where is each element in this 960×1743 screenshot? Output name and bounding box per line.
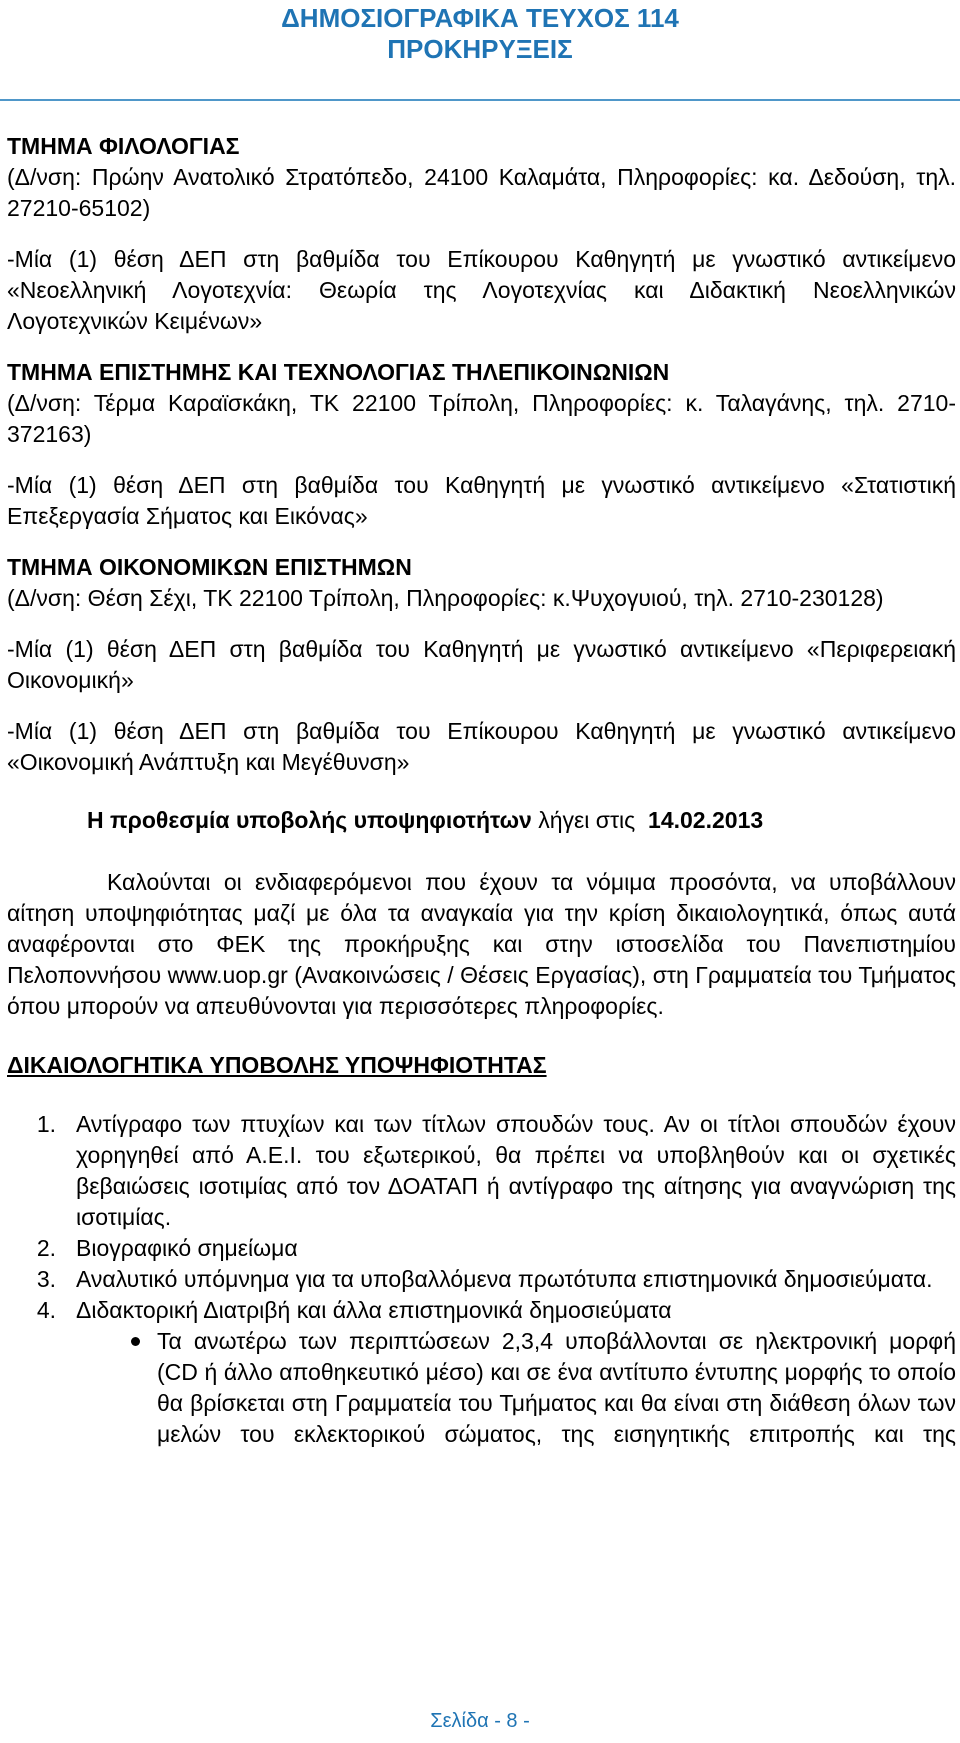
requirements-bullet-list	[7, 1326, 956, 1450]
list-item	[7, 1295, 956, 1326]
deadline-notice	[7, 805, 956, 836]
list-item-number: 4.	[36, 1297, 56, 1323]
list-item-text: Βιογραφικό σημείωμα	[76, 1235, 298, 1261]
list-item	[7, 1109, 956, 1233]
document-body	[7, 131, 956, 1450]
department-title: ΤΜΗΜΑ ΕΠΙΣΤΗΜΗΣ ΚΑΙ ΤΕΧΝΟΛΟΓΙΑΣ ΤΗΛΕΠΙΚΟΙΝΩΝΙΩΝ	[7, 359, 670, 385]
section-title: ΠΡΟΚΗΡΥΞΕΙΣ	[387, 34, 573, 64]
page-header	[0, 0, 960, 65]
page-number: Σελίδα - 8 -	[430, 1710, 530, 1732]
bullet-dot-icon	[7, 1326, 157, 1450]
department-title: ΤΜΗΜΑ ΦΙΛΟΛΟΓΙΑΣ	[7, 133, 240, 159]
intro-paragraph: Καλούνται οι ενδιαφερόμενοι που έχουν τα νόμιμα προσόντα, να υποβάλλουν αίτηση υποψηφιότητας μαζί με όλα τα αναγκαία για την κρίση δικαιολογητικά, όπως αυτά αναφέρονται στο ΦΕΚ της προκήρυξης και στην ιστοσελίδα του Πανεπιστημίου Πελοποννήσου www.uop.gr (Ανακοινώσεις / Θέσεις Εργασίας), στη Γραμματεία του Τμήματος όπου μπορούν να απευθύνονται για περισσότερες πληροφορίες.	[7, 869, 956, 1019]
bullet-text: Τα ανωτέρω των περιπτώσεων 2,3,4 υποβάλλονται σε ηλεκτρονική μορφή (CD ή άλλο αποθηκευτικό μέσο) και σε ένα αντίτυπο έντυπης μορφής το οποίο θα βρίσκεται στη Γραμματεία του Τμήματος και θα είναι στη διάθεση όλων των μελών του εκλεκτορικού σώματος, της εισηγητικής επιτροπής και της	[157, 1328, 956, 1447]
publication-title: ΔΗΜΟΣΙΟΓΡΑΦΙΚΑ ΤΕΥΧΟΣ 114	[281, 3, 679, 33]
list-item-number: 3.	[36, 1266, 56, 1292]
department-economics	[7, 552, 956, 778]
header-divider	[0, 99, 960, 101]
deadline-label: Η προθεσμία υποβολής υποψηφιοτήτων	[87, 807, 532, 833]
list-item-number: 2.	[36, 1235, 56, 1261]
list-item	[7, 1264, 956, 1295]
department-address: (Δ/νση: Θέση Σέχι, ΤΚ 22100 Τρίπολη, Πληροφορίες: κ.Ψυχογυιού, τηλ. 2710-230128)	[7, 585, 884, 611]
position-description: -Μία (1) θέση ΔΕΠ στη βαθμίδα του Επίκουρου Καθηγητή με γνωστικό αντικείμενο «Νεοελληνική Λογοτεχνία: Θεωρία της Λογοτεχνίας και Διδακτική Νεοελληνικών Λογοτεχνικών Κειμένων»	[7, 246, 956, 334]
list-item-text: Διδακτορική Διατριβή και άλλα επιστημονικά δημοσιεύματα	[76, 1297, 672, 1323]
bullet-item	[7, 1326, 956, 1450]
list-item-text: Αναλυτικό υπόμνημα για τα υποβαλλόμενα πρωτότυπα επιστημονικά δημοσιεύματα.	[76, 1266, 933, 1292]
department-address: (Δ/νση: Πρώην Ανατολικό Στρατόπεδο, 24100 Καλαμάτα, Πληροφορίες: κα. Δεδούση, τηλ. 27210-65102)	[7, 164, 956, 221]
requirements-heading: ΔΙΚΑΙΟΛΟΓΗΤΙΚΑ ΥΠΟΒΟΛΗΣ ΥΠΟΨΗΦΙΟΤΗΤΑΣ	[7, 1052, 547, 1078]
department-address: (Δ/νση: Τέρμα Καραϊσκάκη, ΤΚ 22100 Τρίπολη, Πληροφορίες: κ. Ταλαγάνης, τηλ. 2710-372163)	[7, 390, 956, 447]
position-description: -Μία (1) θέση ΔΕΠ στη βαθμίδα του Καθηγητή με γνωστικό αντικείμενο «Περιφερειακή Οικονομική»	[7, 636, 956, 693]
deadline-expires-text: λήγει στις	[538, 807, 636, 833]
list-item	[7, 1233, 956, 1264]
requirements-list	[7, 1109, 956, 1326]
list-item-text: Αντίγραφο των πτυχίων και των τίτλων σπουδών τους. Αν οι τίτλοι σπουδών έχουν χορηγηθεί από Α.Ε.Ι. του εξωτερικού, θα πρέπει να υποβληθούν και οι σχετικές βεβαιώσεις ισοτιμίας από τον ΔΟΑΤΑΠ ή αντίγραφο της αίτησης για αναγνώριση της ισοτιμίας.	[76, 1111, 956, 1230]
position-description: -Μία (1) θέση ΔΕΠ στη βαθμίδα του Καθηγητή με γνωστικό αντικείμενο «Στατιστική Επεξεργασία Σήματος και Εικόνας»	[7, 472, 956, 529]
department-title: ΤΜΗΜΑ ΟΙΚΟΝΟΜΙΚΩΝ ΕΠΙΣΤΗΜΩΝ	[7, 554, 412, 580]
list-item-number: 1.	[36, 1111, 56, 1137]
department-telecommunications	[7, 357, 956, 532]
department-philology	[7, 131, 956, 337]
position-description: -Μία (1) θέση ΔΕΠ στη βαθμίδα του Επίκουρου Καθηγητή με γνωστικό αντικείμενο «Οικονομική Ανάπτυξη και Μεγέθυνση»	[7, 718, 956, 775]
deadline-date: 14.02.2013	[648, 807, 764, 833]
